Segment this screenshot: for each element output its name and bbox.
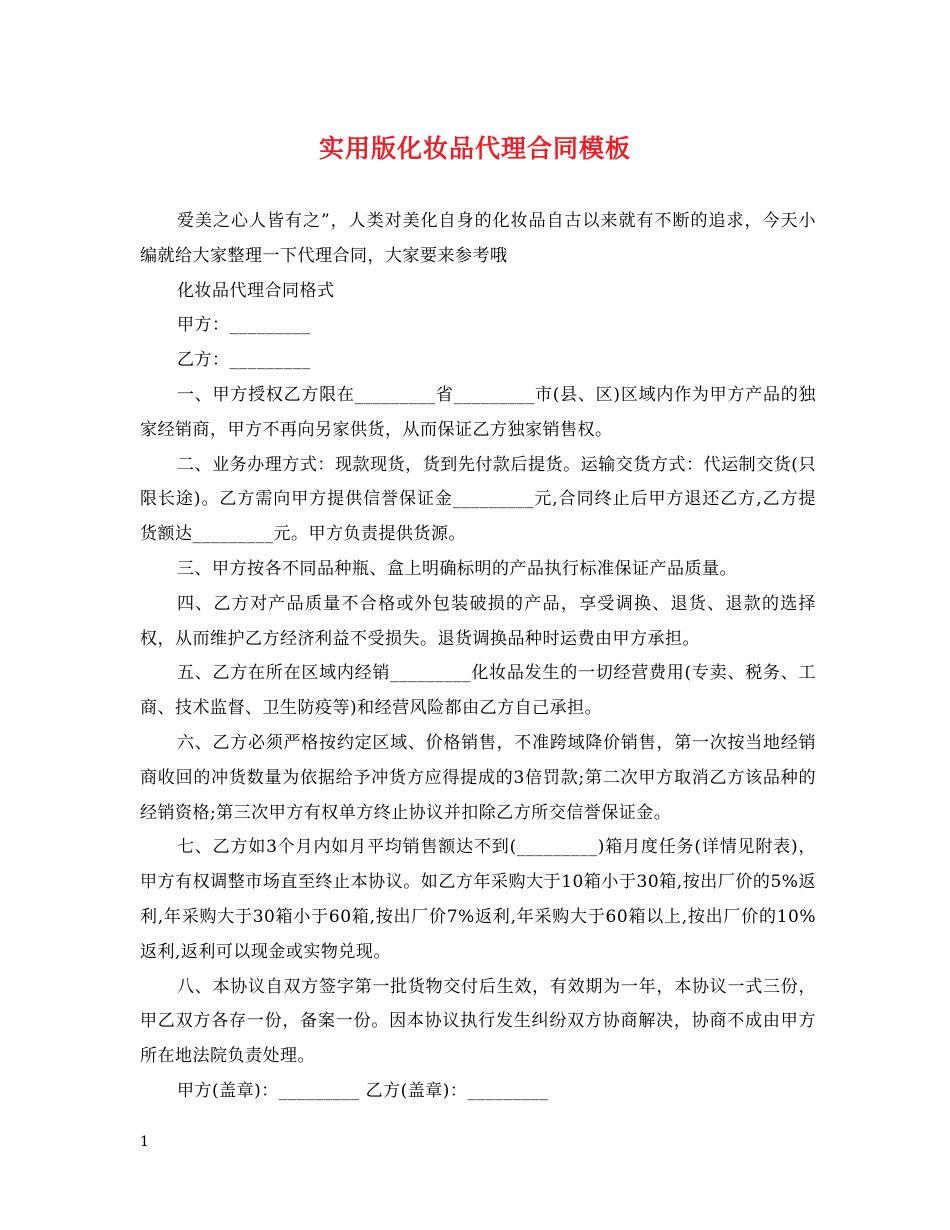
document-title: 实用版化妆品代理合同模板 <box>318 134 631 163</box>
document-body <box>140 204 816 1109</box>
intro-paragraph: 爱美之心人皆有之”，人类对美化自身的化妆品自古以来就有不断的追求，今天小编就给大家整理一下代理合同，大家要来参考哦 <box>140 211 816 266</box>
clause-1: 一、甲方授权乙方限在_________省_________市(县、区)区域内作为甲方产品的独家经销商，甲方不再向另家供货，从而保证乙方独家销售权。 <box>140 384 816 440</box>
clause-3: 三、甲方按各不同品种瓶、盒上明确标明的产品执行标准保证产品质量。 <box>177 558 737 579</box>
section-heading: 化妆品代理合同格式 <box>177 280 335 301</box>
party-a-line: 甲方：_________ <box>177 315 311 336</box>
party-b-line: 乙方：_________ <box>177 350 311 371</box>
clause-5: 五、乙方在所在区域内经销_________化妆品发生的一切经营费用(专卖、税务、工商、技术监督、卫生防疫等)和经营风险都由乙方自己承担。 <box>140 663 816 719</box>
clause-8: 八、本协议自双方签字第一批货物交付后生效，有效期为一年，本协议一式三份，甲乙双方各存一份，备案一份。因本协议执行发生纠纷双方协商解决，协商不成由甲方所在地法院负责处理。 <box>140 976 816 1067</box>
clause-4: 四、乙方对产品质量不合格或外包装破损的产品，享受调换、退货、退款的选择权，从而维护乙方经济利益不受损失。退货调换品种时运费由甲方承担。 <box>140 593 816 649</box>
clause-7: 七、乙方如3个月内如月平均销售额达不到(_________)箱月度任务(详情见附表)，甲方有权调整市场直至终止本协议。如乙方年采购大于10箱小于30箱,按出厂价的5%返利,年采购大于30箱小于60箱,按出厂价7%返利,年采购大于60箱以上,按出厂价的10%返利,返利可以现金或实物兑现。 <box>140 837 816 962</box>
clause-6: 六、乙方必须严格按约定区域、价格销售，不准跨域降价销售，第一次按当地经销商收回的冲货数量为依据给予冲货方应得提成的3倍罚款;第二次甲方取消乙方该品种的经销资格;第三次甲方有权单方终止协议并扣除乙方所交信誉保证金。 <box>140 732 816 823</box>
clause-2: 二、业务办理方式：现款现货，货到先付款后提货。运输交货方式：代运制交货(只限长途)。乙方需向甲方提供信誉保证金_________元,合同终止后甲方退还乙方,乙方提货额达_________元。甲方负责提供货源。 <box>140 454 816 545</box>
signature-line: 甲方(盖章)：_________ 乙方(盖章)：_________ <box>177 1080 549 1101</box>
page-number: 1 <box>140 1134 149 1150</box>
